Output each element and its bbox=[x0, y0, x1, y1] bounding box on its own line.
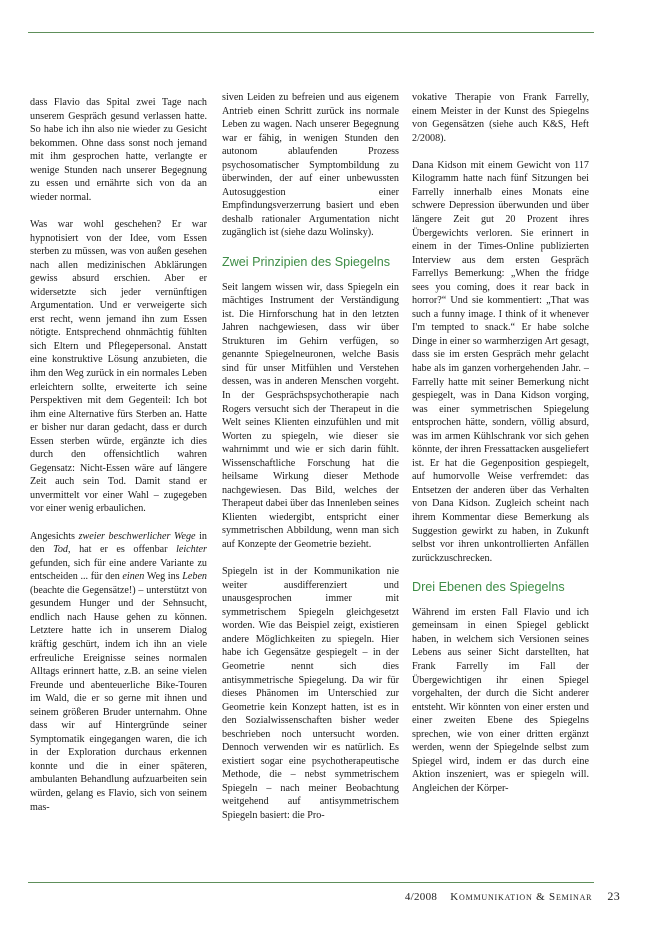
text-run: Angesichts bbox=[30, 530, 79, 542]
magazine-title: Kommunikation & Seminar bbox=[450, 891, 593, 903]
paragraph: dass Flavio das Spital zwei Tage nach unserem Gespräch gesund verlassen hatte. So habe ich ihn also nie wieder zu Gesicht bekommen. Ohne dass sonst noch jemand mit ihm gesprochen hatte, verlangte er wenige Stunden nach unserer Begegnung zu essen und ernährte sich von da an wieder normal. bbox=[30, 97, 207, 203]
text-run: , hat er es offenbar bbox=[68, 544, 177, 556]
paragraph: vokative Therapie von Frank Farrelly, einem Meister in der Kunst des Spiegelns von Gegensätzen (siehe auch K&S, Heft 2/2008). bbox=[412, 92, 589, 144]
paragraph: Während im ersten Fall Flavio und ich gemeinsam in einen Spiegel geblickt haben, in welchem sich Versionen seines Lebens aus seiner Sicht darstellten, hat Frank Farrelly im Fall der Übergewichtigen ihr einen Spiegel vorgehalten, der durch die Sicht anderer entsteht. Wir könnten von einer ersten und einer zweiten Ebene des Spiegelns sprechen, wie von einer dritten ergänzt werden, wenn der Spiegelnde selbst zum Spiegel wird, indem er das durch eine Aktion inszeniert, was er spiegeln will. Angleichen der Körper- bbox=[412, 606, 589, 794]
paragraph: Seit langem wissen wir, dass Spiegeln ein mächtiges Instrument der Verständigung ist. Die Hirnforschung hat in den letzten Jahren nachgewiesen, dass wir über Strukturen im Gehirn verfügen, so genannte Spiegelneuronen, welche Basis sind für unser Mitfühlen und Verstehen dessen, was in anderen Menschen vorgeht. In der Gesprächspsychotherapie nach Rogers versucht sich der Therapeut in die Welt seines Klienten einzufühlen und mit Worten zu spiegeln, wie dieser sie wahrnimmt und wie er sich darin fühlt. Wissenschaftliche Forschung hat die heilsame Wirkung dieser Methode nachgewiesen. Das Bild, welches der Therapeut dabei über das Innenleben seines Klienten wiedergibt, entspricht einer symmetrischen Abbildung, wenn man sich auf Konzepte der Geometrie bezieht. bbox=[222, 281, 399, 550]
paragraph: siven Leiden zu befreien und aus eigenem Antrieb einen Schritt zurück ins normale Leben zu wagen. Nach unserer Begegnung war er fähig, in wenigen Stunden den autonom ablaufenden Prozess psychosomatischer Symptombildung zu überwinden, der auf einer unbewussten Autosuggestion einer Empfindungsverzerrung basiert und eben deshalb rationaler Argumentation nicht zugänglich ist (siehe dazu Wolinsky). bbox=[222, 92, 399, 239]
column-2 bbox=[222, 91, 399, 836]
section-heading: Zwei Prinzipien des Spiegelns bbox=[222, 254, 391, 269]
emphasis: einen bbox=[122, 571, 145, 583]
top-rule bbox=[28, 32, 594, 33]
text-run: in den bbox=[30, 530, 207, 556]
paragraph: Spiegeln ist in der Kommunikation nie weiter ausdifferenziert und unausgesprochen immer mit symmetrischem Spiegeln gleichgesetzt worden. Wie das Beispiel zeigt, existieren andere Möglichkeiten zu spiegeln. Hier habe ich Gegensätze gespiegelt – in der Geometrie nennt sich dies antisymmetrische Spiegelung. Da wir für dieses Phänomen im Unterschied zur Geometrie kein Konzept hatten, ist es in den Sozialwissenschaften bisher weder beschrieben noch untersucht worden. Dennoch verwenden wir es natürlich. Es existiert sogar eine psychotherapeutische Methode, die – nebst symmetrischem Spiegeln – nach meiner Beobachtung weitgehend auf antisymmetrischem Spiegeln basiert: die Pro- bbox=[222, 566, 399, 821]
issue-number: 4/2008 bbox=[404, 891, 438, 903]
column-3 bbox=[412, 91, 589, 809]
paragraph bbox=[30, 530, 207, 814]
emphasis: Leben bbox=[182, 571, 207, 583]
text-run: gefunden, sich für eine andere Variante zu entscheiden ... für den bbox=[30, 557, 207, 583]
emphasis: Tod bbox=[53, 544, 68, 556]
emphasis: zweier beschwerlicher Wege bbox=[78, 530, 196, 542]
text-run: (beachte die Gegensätze!) – unterstützt von gesundem Hunger und der Sehnsucht, endlich nach Hause gehen zu können. Letztere hatte ich in unserem Dialog kräftig geschürt, indem ich ihn an viele erfreuliche Ereignisse seines normalen Alltags erinnert hatte, z.B. an seine vielen Freunde und abenteuerliche Bike-Touren im Wald, die er so gerne mit ihnen und seinem größeren Bruder unternahm. Ohne dass wir auf Hintergründe seiner Symptomatik eingegangen waren, die ich in der Exploration durchaus erkennen konnte und die in einer späteren, ambulanten Behandlung aufzuarbeiten sein würden, gelang es Flavio, sich von seinem mas- bbox=[30, 584, 207, 813]
column-1 bbox=[30, 96, 207, 828]
text-run: Weg ins bbox=[144, 571, 183, 583]
paragraph: Dana Kidson mit einem Gewicht von 117 Kilogramm hatte nach fünf Sitzungen bei Farrelly innerhalb eines Monats eine schwere Depression überwunden und über längere Zeit gut 20 Prozent ihres Übergewichts verloren. Sie erinnert in einem in der Times-Online publizierten Interview aus dem ersten Gespräch Farrellys Bemerkung: „When the fridge sees you coming, does it rear back in horror?“ Und sie kommentiert: „That was such a funny image. I think of it whenever I'm tempted to snack.“ Er habe solche Dinge in einer so warmherzigen Art gesagt, dass sie im ersten Gespräch mehr gelacht habe als im ganzen vorhergehenden Jahr. – Farrelly hatte mit seiner Bemerkung nicht gespiegelt, was in Dana Kidson vorging, was einer symmetrischen Spiegelung entsprochen hätte, sondern, völlig absurd, was im armen Kühlschrank vor sich gehen könnte, der ihren Fressattacken ausgeliefert ist. Er hat die Gegenposition gespiegelt, auf humorvolle Weise verfremdet: das Entsetzen der anderen über das Verhalten von Dana Kidson. Zugleich scheint nach ihrem Kommentar diese Bemerkung als Suggestion gewirkt zu haben, in Zukunft selbst vor ihren unkontrollierten Anfällen zurückzuschrecken. bbox=[412, 159, 589, 564]
emphasis: leichter bbox=[176, 544, 207, 556]
page-number: 23 bbox=[607, 889, 620, 903]
paragraph: Was war wohl geschehen? Er war hypnotisiert von der Idee, vom Essen sterben zu müssen, was von außen gesehen nach allen medizinischen Abklärungen gewiss absurd erschien. Aber er widersetzte sich jeder vernünftigen Argumentation. Und er verweigerte sich erst recht, wenn jemand ihn zum Essen nötigte. Entsprechend ohnmächtig fühlten sich Eltern und Pflegepersonal. Anstatt eine konstruktive Lösung anzubieten, die ihm den Weg zurück in ein normales Leben erleichtern sollte, erweiterte ich seine Perspektiven mit dem Gegenteil: Ich bot ihm eine Alternative fürs Sterben an. Hatte er bisher nur daran gedacht, dass er durch Essen sterben würde, ergänzte ich dies durch den offensichtlich wahren Gegensatz: Nicht-Essen wäre auf längere Zeit auch sein Tod. Damit stand er unvermittelt vor einer Wahl – zugegeben vor einer wenig erbaulichen. bbox=[30, 218, 207, 515]
section-heading: Drei Ebenen des Spiegelns bbox=[412, 579, 565, 594]
bottom-rule bbox=[28, 882, 594, 883]
page-footer bbox=[405, 889, 620, 904]
